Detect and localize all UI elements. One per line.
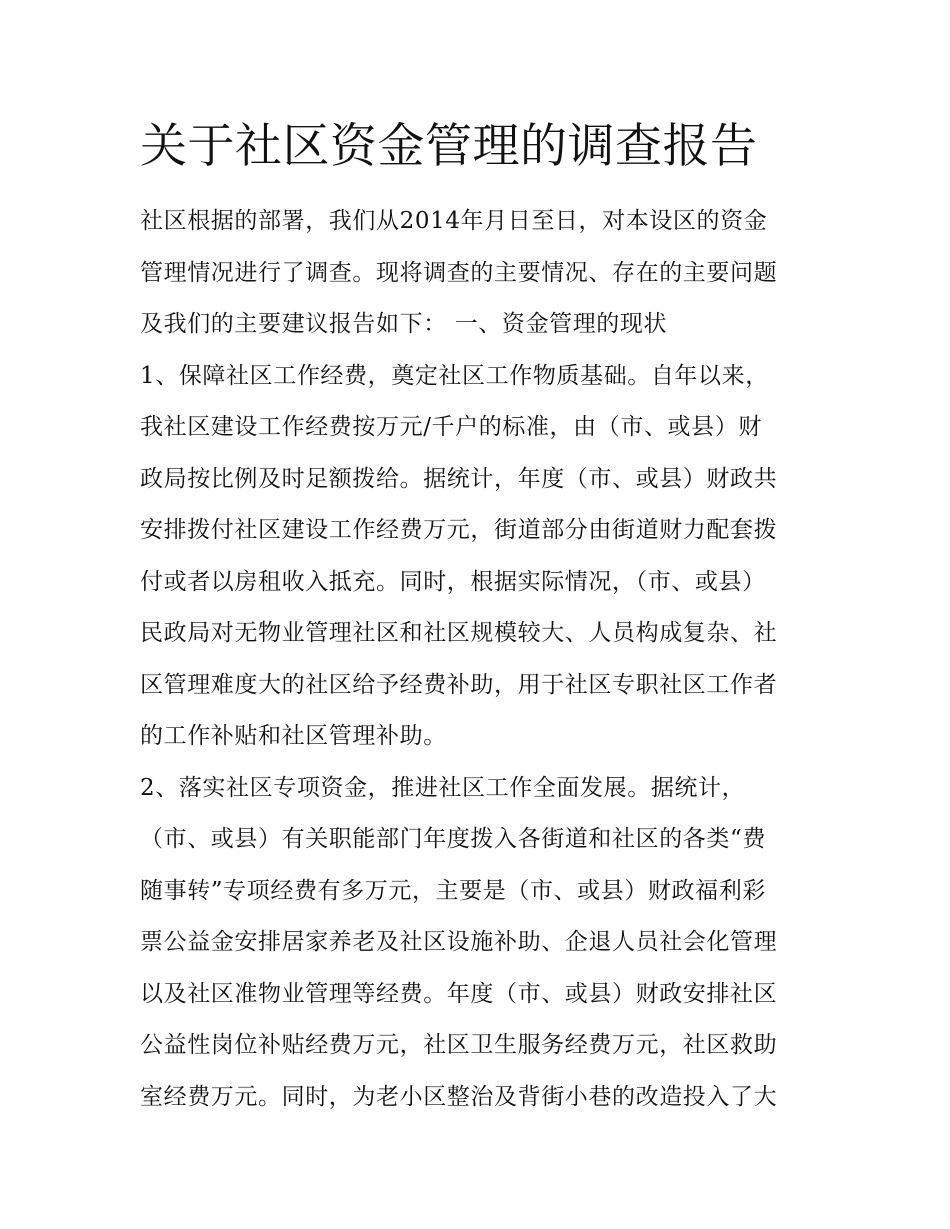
- body-line: 我社区建设工作经费按万元/千户的标准，由（市、或县）财: [140, 414, 762, 440]
- body-line: 区管理难度大的社区给予经费补助，用于社区专职社区工作者: [140, 671, 778, 698]
- body-line: 室经费万元。同时，为老小区整治及背街小巷的改造投入了大: [140, 1083, 778, 1110]
- body-line: 的工作补贴和社区管理补助。: [140, 723, 447, 749]
- document-body: [140, 196, 820, 1123]
- body-line: 管理情况进行了调查。现将调查的主要情况、存在的主要问题: [140, 259, 778, 286]
- body-line: 及我们的主要建议报告如下： 一、资金管理的现状: [140, 311, 668, 337]
- body-line: 公益性岗位补贴经费万元，社区卫生服务经费万元，社区救助: [140, 1032, 778, 1058]
- body-line: 民政局对无物业管理社区和社区规模较大、人员构成复杂、社: [140, 620, 778, 646]
- body-line: 1、保障社区工作经费，奠定社区工作物质基础。自年以来，: [140, 362, 769, 389]
- body-line: 政局按比例及时足额拨给。据统计，年度（市、或县）财政共: [140, 465, 778, 492]
- body-line: 付或者以房租收入抵充。同时，根据实际情况，（市、或县）: [140, 568, 766, 595]
- body-line: 2、落实社区专项资金，推进社区工作全面发展。据统计，: [140, 774, 746, 801]
- body-line: 随事转”专项经费有多万元，主要是（市、或县）财政福利彩: [140, 877, 766, 904]
- body-line: 安排拨付社区建设工作经费万元，街道部分由街道财力配套拨: [140, 517, 778, 543]
- body-line: 社区根据的部署，我们从2014年月日至日，对本设区的资金: [140, 208, 768, 234]
- body-line: （市、或县）有关职能部门年度拨入各街道和社区的各类“费: [140, 826, 766, 852]
- body-line: 以及社区准物业管理等经费。年度（市、或县）财政安排社区: [140, 980, 778, 1007]
- body-line: 票公益金安排居家养老及社区设施补助、企退人员社会化管理: [140, 929, 778, 955]
- document-title: 关于社区资金管理的调查报告: [140, 119, 758, 174]
